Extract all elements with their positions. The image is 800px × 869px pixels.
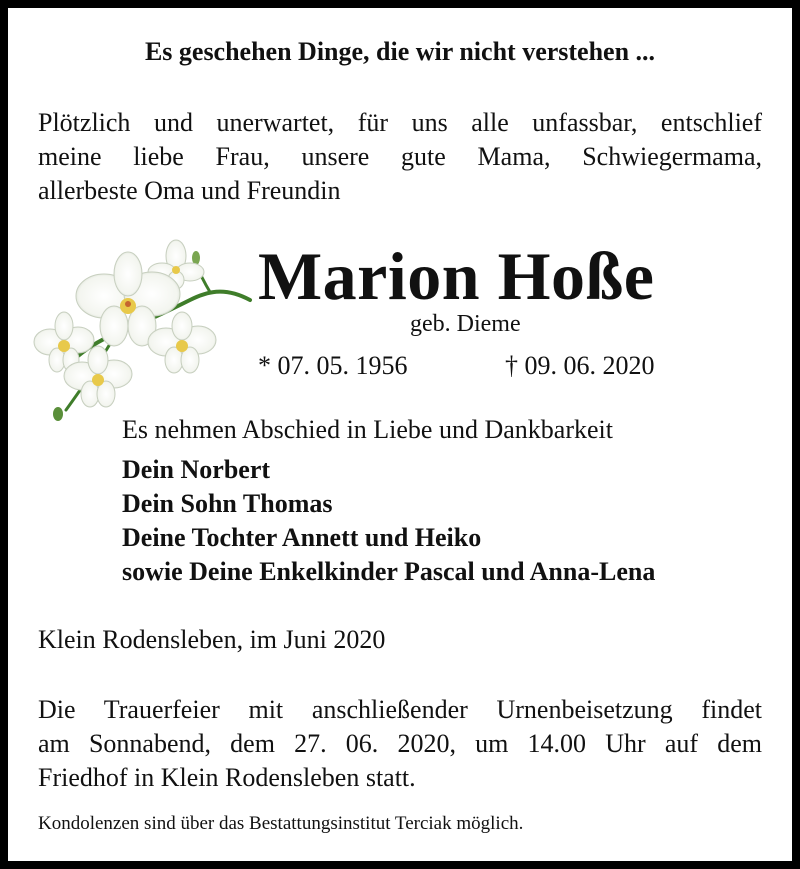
maiden-name: geb. Dieme xyxy=(410,311,521,337)
intro-text xyxy=(38,106,762,208)
mourner-item: sowie Deine Enkelkinder Pascal und Anna-Lena xyxy=(122,557,656,586)
mourners-list xyxy=(122,453,655,589)
funeral-service-info xyxy=(38,693,762,795)
intro-line: meine liebe Frau, unsere gute Mama, Schwiegermama, xyxy=(38,142,762,171)
service-line: Die Trauerfeier mit anschließender Urnenbeisetzung findet xyxy=(38,695,762,724)
place-date: Klein Rodensleben, im Juni 2020 xyxy=(38,625,386,654)
deceased-name: Marion Hoße xyxy=(258,238,655,314)
mourner-item: Dein Sohn Thomas xyxy=(122,489,333,518)
service-line: am Sonnabend, dem 27. 06. 2020, um 14.00 Uhr auf dem xyxy=(38,729,762,758)
condolence-note: Kondolenzen sind über das Bestattungsinstitut Terciak möglich. xyxy=(38,813,524,834)
death-date: † 09. 06. 2020 xyxy=(505,351,655,380)
farewell-line: Es nehmen Abschied in Liebe und Dankbarkeit xyxy=(122,415,613,444)
white-orchid-branch-icon xyxy=(24,234,256,424)
motto: Es geschehen Dinge, die wir nicht verstehen ... xyxy=(144,37,656,66)
birth-date: * 07. 05. 1956 xyxy=(258,351,408,380)
service-line: Friedhof in Klein Rodensleben statt. xyxy=(38,763,416,792)
mourner-item: Deine Tochter Annett und Heiko xyxy=(122,523,482,552)
intro-line: allerbeste Oma und Freundin xyxy=(38,176,341,205)
intro-line: Plötzlich und unerwartet, für uns alle unfassbar, entschlief xyxy=(38,108,762,137)
mourner-item: Dein Norbert xyxy=(122,455,271,484)
